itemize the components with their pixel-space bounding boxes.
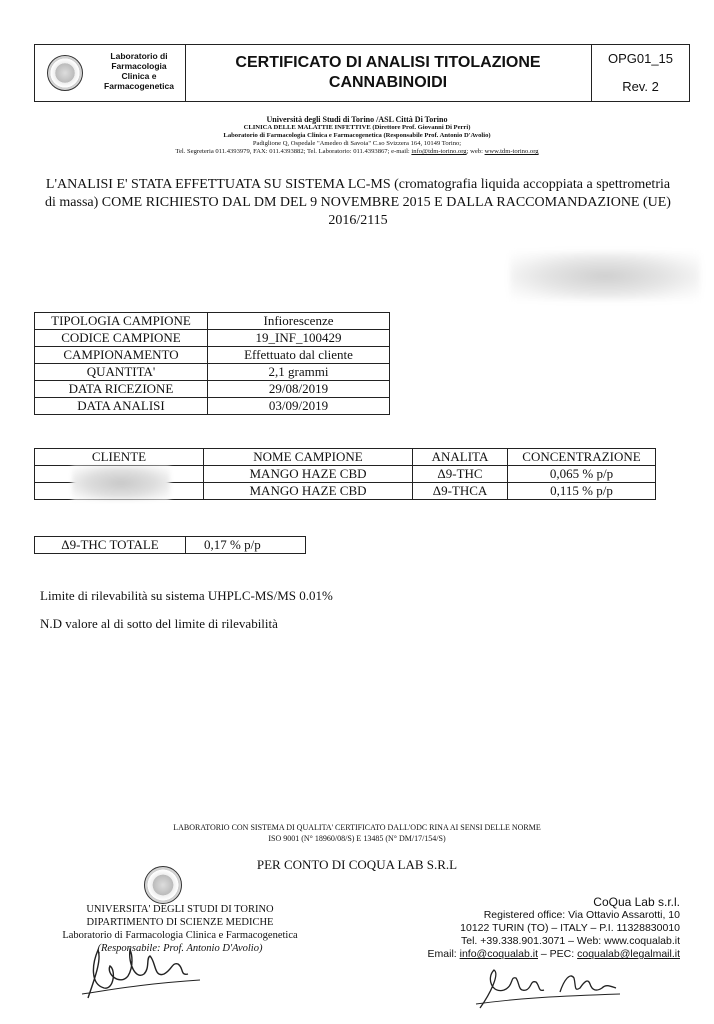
sample-info-label: DATA ANALISI bbox=[35, 398, 208, 415]
lab-name-line: Laboratorio di bbox=[110, 51, 168, 61]
sample-name-cell: MANGO HAZE CBD bbox=[204, 466, 413, 483]
institution-name: Università degli Studi di Torino /ASL Città Di Torino bbox=[266, 115, 448, 124]
table-row bbox=[35, 364, 390, 381]
pec-prefix: – PEC: bbox=[538, 948, 578, 960]
coqua-company-block bbox=[380, 896, 680, 961]
total-label: Δ9-THC TOTALE bbox=[35, 537, 186, 554]
sample-info-label: QUANTITA' bbox=[35, 364, 208, 381]
clinic-name: CLINICA DELLE MALATTIE INFETTIVE (Direttore Prof. Giovanni Di Perri) bbox=[243, 124, 471, 131]
company-phone-web: Tel. +39.338.901.3071 – Web: www.coqualab.it bbox=[461, 935, 680, 947]
title-line-2: CANNABINOIDI bbox=[328, 74, 448, 91]
lab-responsible: Laboratorio di Farmacologia Clinica e Farmacogenetica (Responsabile Prof. Antonio D'Avolio) bbox=[223, 132, 491, 139]
table-header-row bbox=[35, 449, 656, 466]
company-name: CoQua Lab s.r.l. bbox=[593, 895, 680, 909]
document-code: OPG01_15 bbox=[607, 51, 674, 66]
lab-name-line: Farmacogenetica bbox=[104, 81, 174, 91]
document-title bbox=[185, 45, 592, 101]
redacted-client-name bbox=[72, 466, 170, 500]
email-link[interactable]: info@tdm-torino.org bbox=[411, 148, 467, 155]
handwritten-signature-left bbox=[80, 940, 220, 1004]
institution-info bbox=[0, 116, 714, 156]
university-name: UNIVERSITA' DEGLI STUDI DI TORINO bbox=[86, 904, 274, 915]
document-code-cell bbox=[592, 45, 689, 101]
company-pec-link[interactable]: coqualab@legalmail.it bbox=[577, 948, 680, 960]
sample-name-cell: MANGO HAZE CBD bbox=[204, 483, 413, 500]
document-revision: Rev. 2 bbox=[622, 79, 659, 94]
column-header-sample-name: NOME CAMPIONE bbox=[204, 449, 413, 466]
responsible-person: (Responsabile: Prof. Antonio D'Avolio) bbox=[97, 943, 263, 954]
document-header bbox=[34, 44, 690, 102]
web-prefix: ; web: bbox=[466, 148, 485, 155]
sample-info-value: Infiorescenze bbox=[208, 313, 390, 330]
department-name: DIPARTIMENTO DI SCIENZE MEDICHE bbox=[86, 917, 274, 928]
lab-name bbox=[95, 51, 183, 91]
table-row bbox=[35, 381, 390, 398]
sample-info-value: Effettuato dal cliente bbox=[208, 347, 390, 364]
company-email-row bbox=[380, 948, 680, 961]
handwritten-signature-right bbox=[470, 964, 630, 1014]
on-behalf-of: PER CONTO DI COQUA LAB S.R.L bbox=[256, 857, 458, 872]
company-city-vat: 10122 TURIN (TO) – ITALY – P.I. 11328830010 bbox=[460, 922, 680, 934]
column-header-concentration: CONCENTRAZIONE bbox=[508, 449, 656, 466]
sample-info-value: 19_INF_100429 bbox=[208, 330, 390, 347]
address: Padiglione Q, Ospedale "Amedeo di Savoia" C.so Svizzera 164, 10149 Torino; bbox=[252, 140, 462, 147]
redacted-area bbox=[510, 252, 700, 300]
lab-name-line: Clinica e bbox=[121, 71, 157, 81]
table-row bbox=[35, 537, 306, 554]
lab-name-line: Farmacologia bbox=[111, 61, 167, 71]
concentration-cell: 0,115 % p/p bbox=[508, 483, 656, 500]
contacts bbox=[0, 148, 714, 156]
sample-info-label: CODICE CAMPIONE bbox=[35, 330, 208, 347]
sample-info-value: 03/09/2019 bbox=[208, 398, 390, 415]
company-email-link[interactable]: info@coqualab.it bbox=[459, 948, 538, 960]
web-link[interactable]: www.tdm-torino.org bbox=[484, 148, 539, 155]
column-header-client: CLIENTE bbox=[35, 449, 204, 466]
university-seal-icon bbox=[47, 55, 83, 91]
sample-info-value: 29/08/2019 bbox=[208, 381, 390, 398]
analyte-cell: Δ9-THC bbox=[413, 466, 508, 483]
contacts-phones: Tel. Segreteria 011.4393979, FAX: 011.4393882; Tel. Laboratorio: 011.4393867; e-mail: bbox=[175, 148, 412, 155]
title-line-1: CERTIFICATO DI ANALISI TITOLAZIONE bbox=[235, 54, 541, 71]
analyte-cell: Δ9-THCA bbox=[413, 483, 508, 500]
table-row bbox=[35, 313, 390, 330]
certification-line-2: ISO 9001 (N° 18960/08/S) E 13485 (N° DM/17/154/S) bbox=[268, 834, 446, 843]
sample-info-label: DATA RICEZIONE bbox=[35, 381, 208, 398]
table-row bbox=[35, 330, 390, 347]
lab-logo-cell bbox=[35, 45, 186, 101]
concentration-cell: 0,065 % p/p bbox=[508, 466, 656, 483]
sample-info-label: CAMPIONAMENTO bbox=[35, 347, 208, 364]
total-table bbox=[34, 536, 306, 554]
university-seal-icon bbox=[144, 866, 182, 904]
email-prefix: Email: bbox=[427, 948, 460, 960]
certification-line-1: LABORATORIO CON SISTEMA DI QUALITA' CERTIFICATO DALL'ODC RINA AI SENSI DELLE NORME bbox=[173, 823, 541, 832]
table-row bbox=[35, 347, 390, 364]
analysis-method-statement: L'ANALISI E' STATA EFFETTUATA SU SISTEMA LC-MS (cromatografia liquida accoppiata a spettrometria di massa) COME RICHIESTO DAL DM DEL 9 NOVEMBRE 2015 E DALLA RACCOMANDAZIONE (UE) 2016/2115 bbox=[45, 177, 671, 228]
detection-limit-note: Limite di rilevabilità su sistema UHPLC-MS/MS 0.01% bbox=[40, 588, 333, 603]
sample-info-table bbox=[34, 312, 390, 415]
lab-name-footer: Laboratorio di Farmacologia Clinica e Farmacogenetica bbox=[62, 930, 298, 941]
column-header-analyte: ANALITA bbox=[413, 449, 508, 466]
company-address: Registered office: Via Ottavio Assarotti, 10 bbox=[483, 909, 680, 921]
certification-statement bbox=[0, 822, 714, 844]
sample-info-label: TIPOLOGIA CAMPIONE bbox=[35, 313, 208, 330]
nd-note: N.D valore al di sotto del limite di rilevabilità bbox=[40, 616, 278, 631]
sample-info-value: 2,1 grammi bbox=[208, 364, 390, 381]
table-row bbox=[35, 398, 390, 415]
total-value: 0,17 % p/p bbox=[186, 537, 306, 554]
